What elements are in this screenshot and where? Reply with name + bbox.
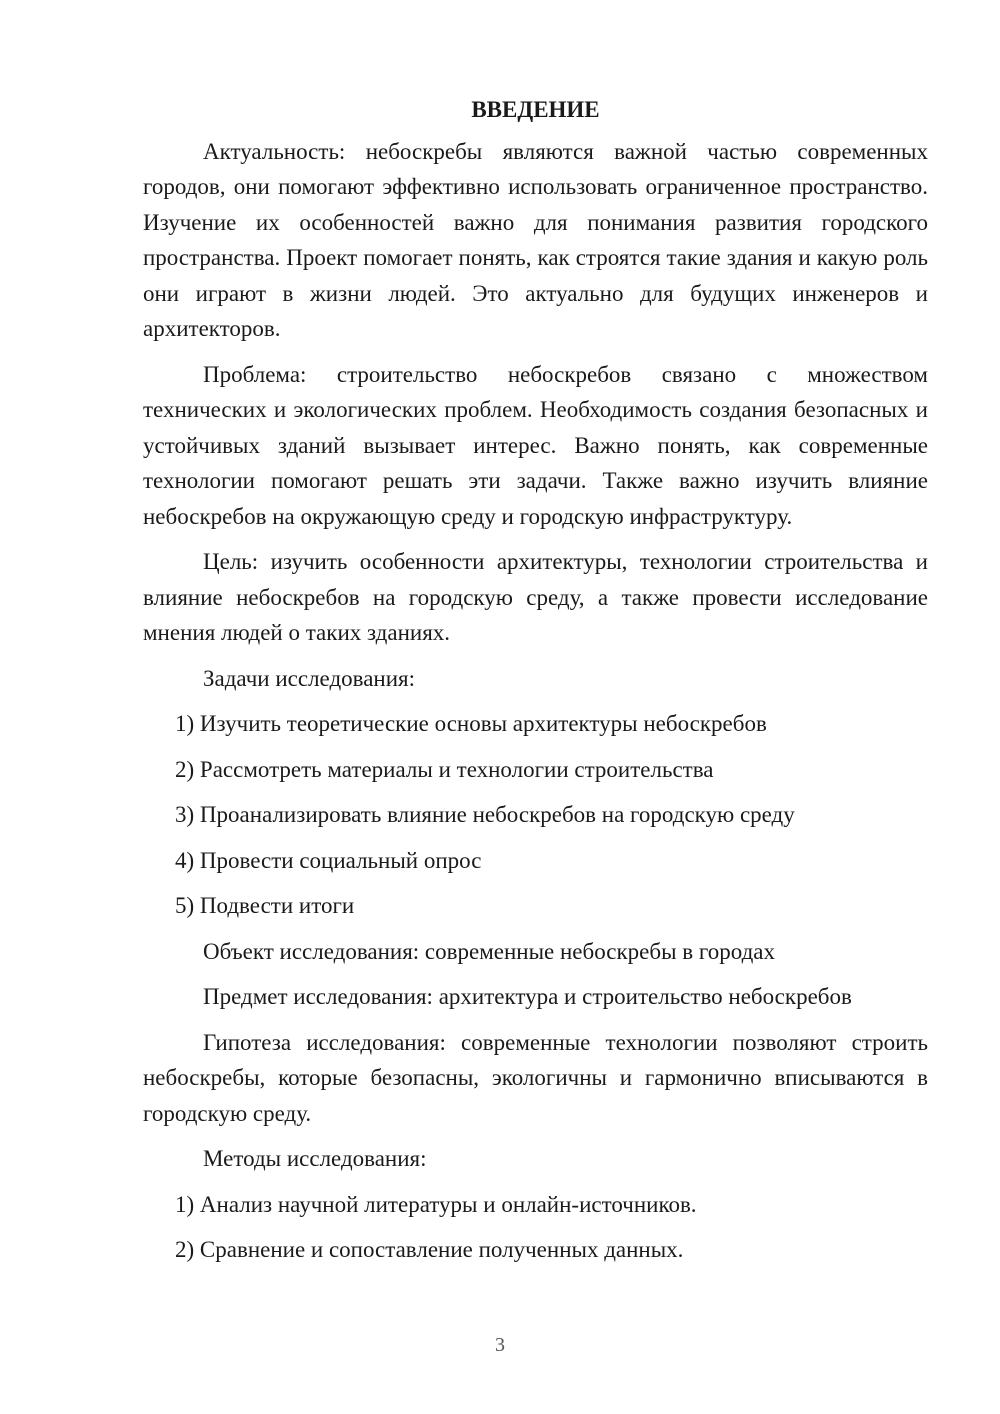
goal-paragraph: Цель: изучить особенности архитектуры, технологии строительства и влияние небоскребов на городскую среду, а также провести исследование мнения людей о таких зданиях. xyxy=(143,549,928,645)
page-title: ВВЕДЕНИЕ xyxy=(471,97,600,122)
relevance-paragraph: Актуальность: небоскребы являются важной частью современных городов, они помогают эффективно использовать ограниченное пространство. Изучение их особенностей важно для понимания развития городского пространства. Проект помогает понять, как строятся такие здания и какую роль они играют в жизни людей. Это актуально для будущих инженеров и архитекторов. xyxy=(143,138,928,341)
method-item: 1) Анализ научной литературы и онлайн-источников. xyxy=(175,1191,697,1217)
page-content xyxy=(143,92,928,1278)
task-item: 5) Подвести итоги xyxy=(175,893,355,918)
method-item: 2) Сравнение и сопоставление полученных данных. xyxy=(175,1237,684,1262)
task-item: 1) Изучить теоретические основы архитектуры небоскребов xyxy=(175,711,767,736)
methods-heading: Методы исследования: xyxy=(203,1146,427,1171)
problem-paragraph: Проблема: строительство небоскребов связано с множеством технических и экологических проблем. Необходимость создания безопасных и устойчивых зданий вызывает интерес. Важно понять, как современные технологии помогают решать эти задачи. Также важно изучить влияние небоскребов на окружающую среду и городскую инфраструктуру. xyxy=(143,361,928,529)
methods-list xyxy=(143,1187,928,1268)
research-subject: Предмет исследования: архитектура и строительство небоскребов xyxy=(203,984,852,1009)
tasks-heading: Задачи исследования: xyxy=(203,665,416,691)
research-object: Объект исследования: современные небоскребы в городах xyxy=(203,938,776,964)
task-item: 2) Рассмотреть материалы и технологии строительства xyxy=(175,756,714,782)
tasks-list xyxy=(143,706,928,924)
hypothesis-paragraph: Гипотеза исследования: современные технологии позволяют строить небоскребы, которые безопасны, экологичны и гармонично вписываются в городскую среду. xyxy=(143,1029,928,1126)
task-item: 4) Провести социальный опрос xyxy=(175,847,482,873)
page-number: 3 xyxy=(495,1334,505,1356)
task-item: 3) Проанализировать влияние небоскребов на городскую среду xyxy=(175,802,795,827)
